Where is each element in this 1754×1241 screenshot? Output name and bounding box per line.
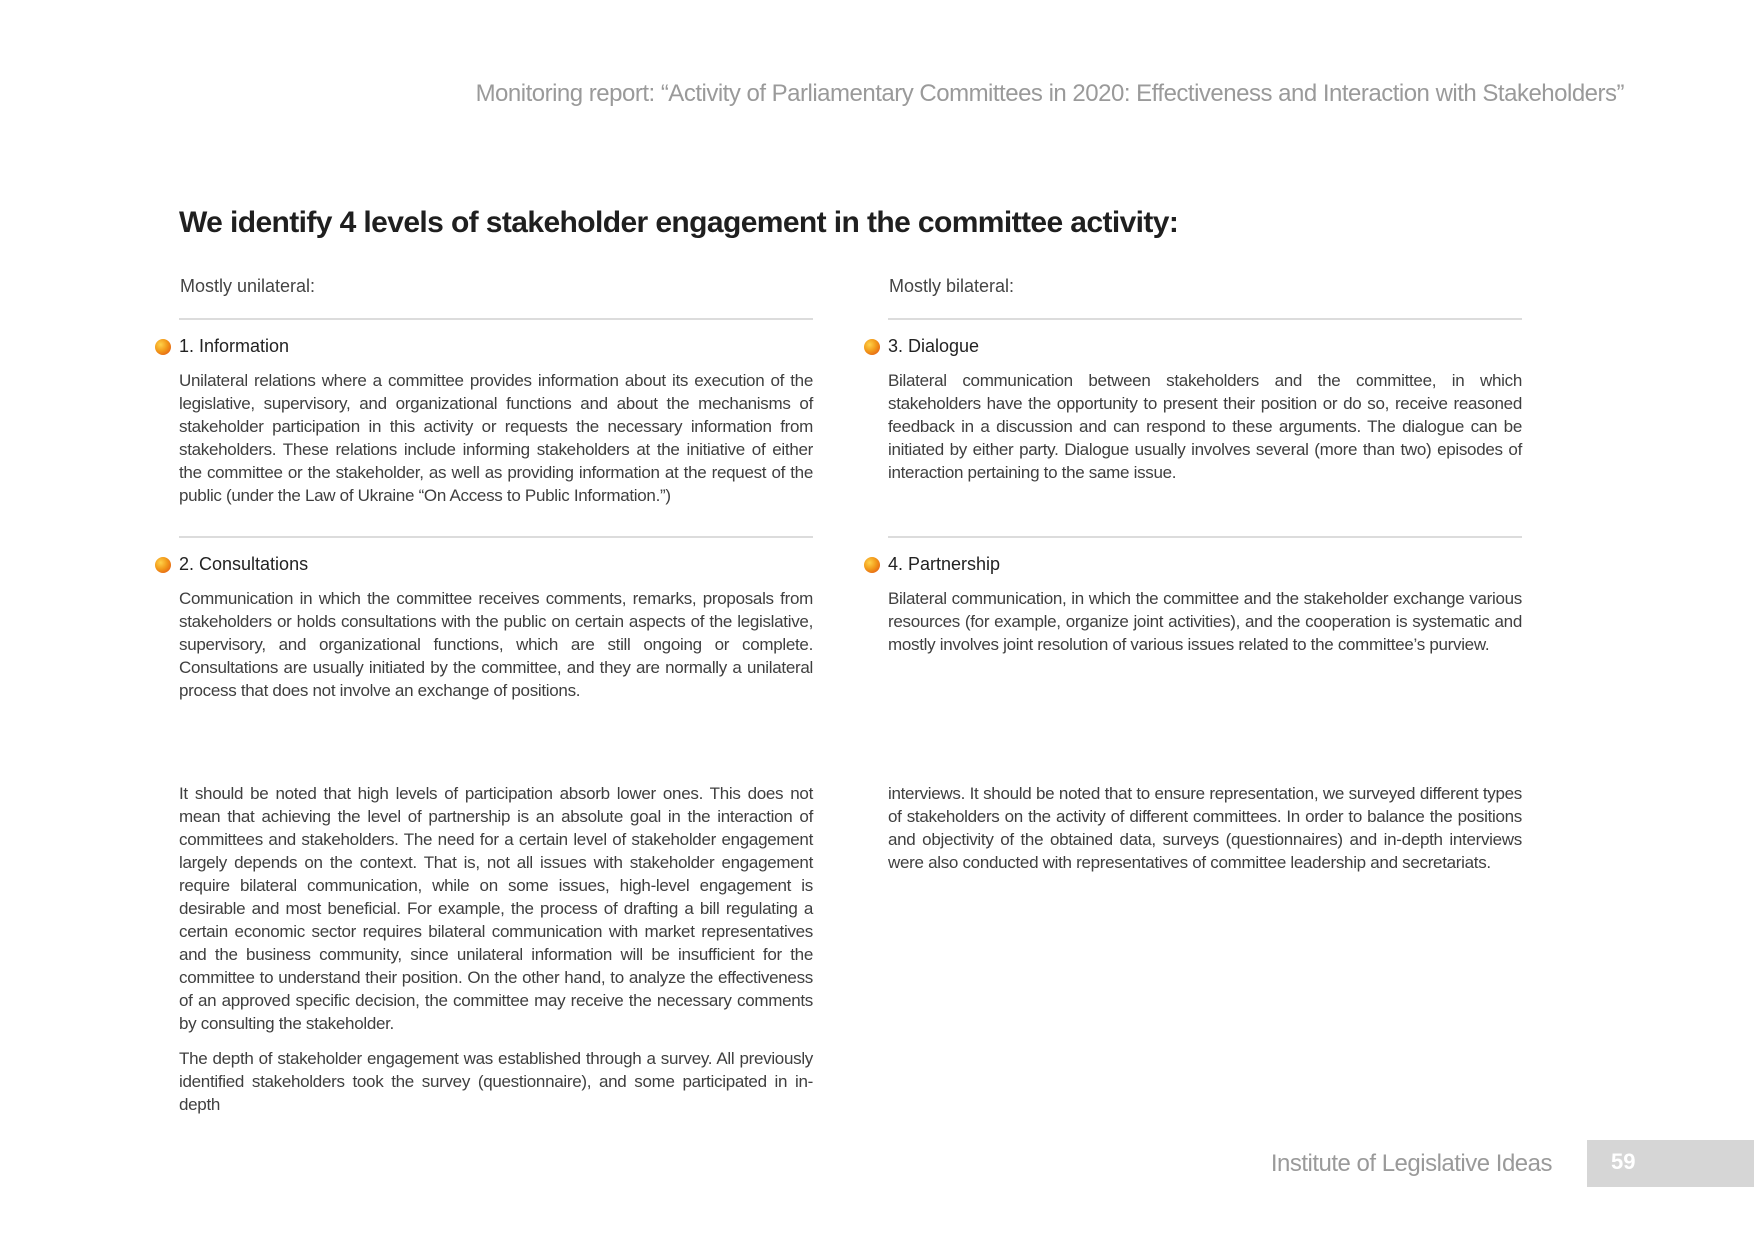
level-description: Bilateral communication between stakeholders and the committee, in which stakeholders have the opportunity to present their position or do so, receive reasoned feedback in a discussion and can respond to these arguments. The dialogue can be initiated by either party. Dialogue usually involves several (more than two) episodes of interaction pertaining to the same issue. bbox=[888, 371, 1522, 482]
column-label-bilateral: Mostly bilateral: bbox=[889, 276, 1015, 296]
level-consultations bbox=[179, 554, 813, 702]
level-description: Communication in which the committee receives comments, remarks, proposals from stakeholders or holds consultations with the public on certain aspects of the legislative, supervisory, and organizational functions, which are still ongoing or complete. Consultations are usually initiated by the committee, and they are normally a unilateral process that does not involve an exchange of positions. bbox=[179, 589, 813, 700]
column-label-unilateral: Mostly unilateral: bbox=[180, 276, 316, 296]
body-paragraph: The depth of stakeholder engagement was established through a survey. All previously identified stakeholders took the survey (questionnaire), and some participated in in-depth bbox=[179, 1049, 813, 1114]
level-title: 3. Dialogue bbox=[888, 336, 980, 356]
level-title: 2. Consultations bbox=[179, 554, 309, 574]
level-dialogue bbox=[888, 336, 1522, 484]
level-title: 1. Information bbox=[179, 336, 290, 356]
body-paragraph: interviews. It should be noted that to ensure representation, we surveyed different types of stakeholders on the activity of different committees. In order to balance the positions and objectivity of the obtained data, surveys (questionnaires) and in-depth interviews were also conducted with representatives of committee leadership and secretariats. bbox=[888, 784, 1522, 872]
level-description: Bilateral communication, in which the committee and the stakeholder exchange various resources (for example, organize joint activities), and the cooperation is systematic and mostly involves joint resolution of various issues related to the committee’s purview. bbox=[888, 589, 1522, 654]
level-description: Unilateral relations where a committee provides information about its execution of the legislative, supervisory, and organizational functions and about the mechanisms of stakeholder participation in this activity or requests the necessary information from stakeholders. These relations include informing stakeholders at the initiative of either the committee or the stakeholder, as well as providing information at the request of the public (under the Law of Ukraine “On Access to Public Information.”) bbox=[179, 371, 813, 505]
body-right-column bbox=[888, 782, 1522, 874]
bullet-icon bbox=[864, 339, 880, 355]
divider-right-top bbox=[888, 318, 1522, 320]
divider-right-middle bbox=[888, 536, 1522, 538]
page-number-box bbox=[1587, 1140, 1754, 1187]
bullet-icon bbox=[864, 557, 880, 573]
level-partnership bbox=[888, 554, 1522, 656]
body-paragraph: It should be noted that high levels of participation absorb lower ones. This does not mean that achieving the level of partnership is an absolute goal in the interaction of committees and stakeholders. The need for a certain level of stakeholder engagement largely depends on the context. That is, not all issues with stakeholder engagement require bilateral communication, while on some issues, high-level engagement is desirable and most beneficial. For example, the process of drafting a bill regulating a certain economic sector requires bilateral communication with market representatives and the business community, since unilateral information will be insufficient for the committee to understand their position. On the other hand, to analyze the effectiveness of an approved specific decision, the committee may receive the necessary comments by consulting the stakeholder. bbox=[179, 784, 813, 1033]
bullet-icon bbox=[155, 339, 171, 355]
divider-left-middle bbox=[179, 536, 813, 538]
divider-left-top bbox=[179, 318, 813, 320]
page-heading: We identify 4 levels of stakeholder engagement in the committee activity: bbox=[179, 206, 1179, 239]
footer-organization: Institute of Legislative Ideas bbox=[1270, 1150, 1552, 1177]
page-number: 59 bbox=[1611, 1149, 1636, 1174]
report-header-title: Monitoring report: “Activity of Parliamentary Committees in 2020: Effectiveness and Interaction with Stakeholders” bbox=[475, 80, 1624, 107]
level-title: 4. Partnership bbox=[888, 554, 1001, 574]
bullet-icon bbox=[155, 557, 171, 573]
body-left-column bbox=[179, 782, 813, 1116]
level-information bbox=[179, 336, 813, 507]
